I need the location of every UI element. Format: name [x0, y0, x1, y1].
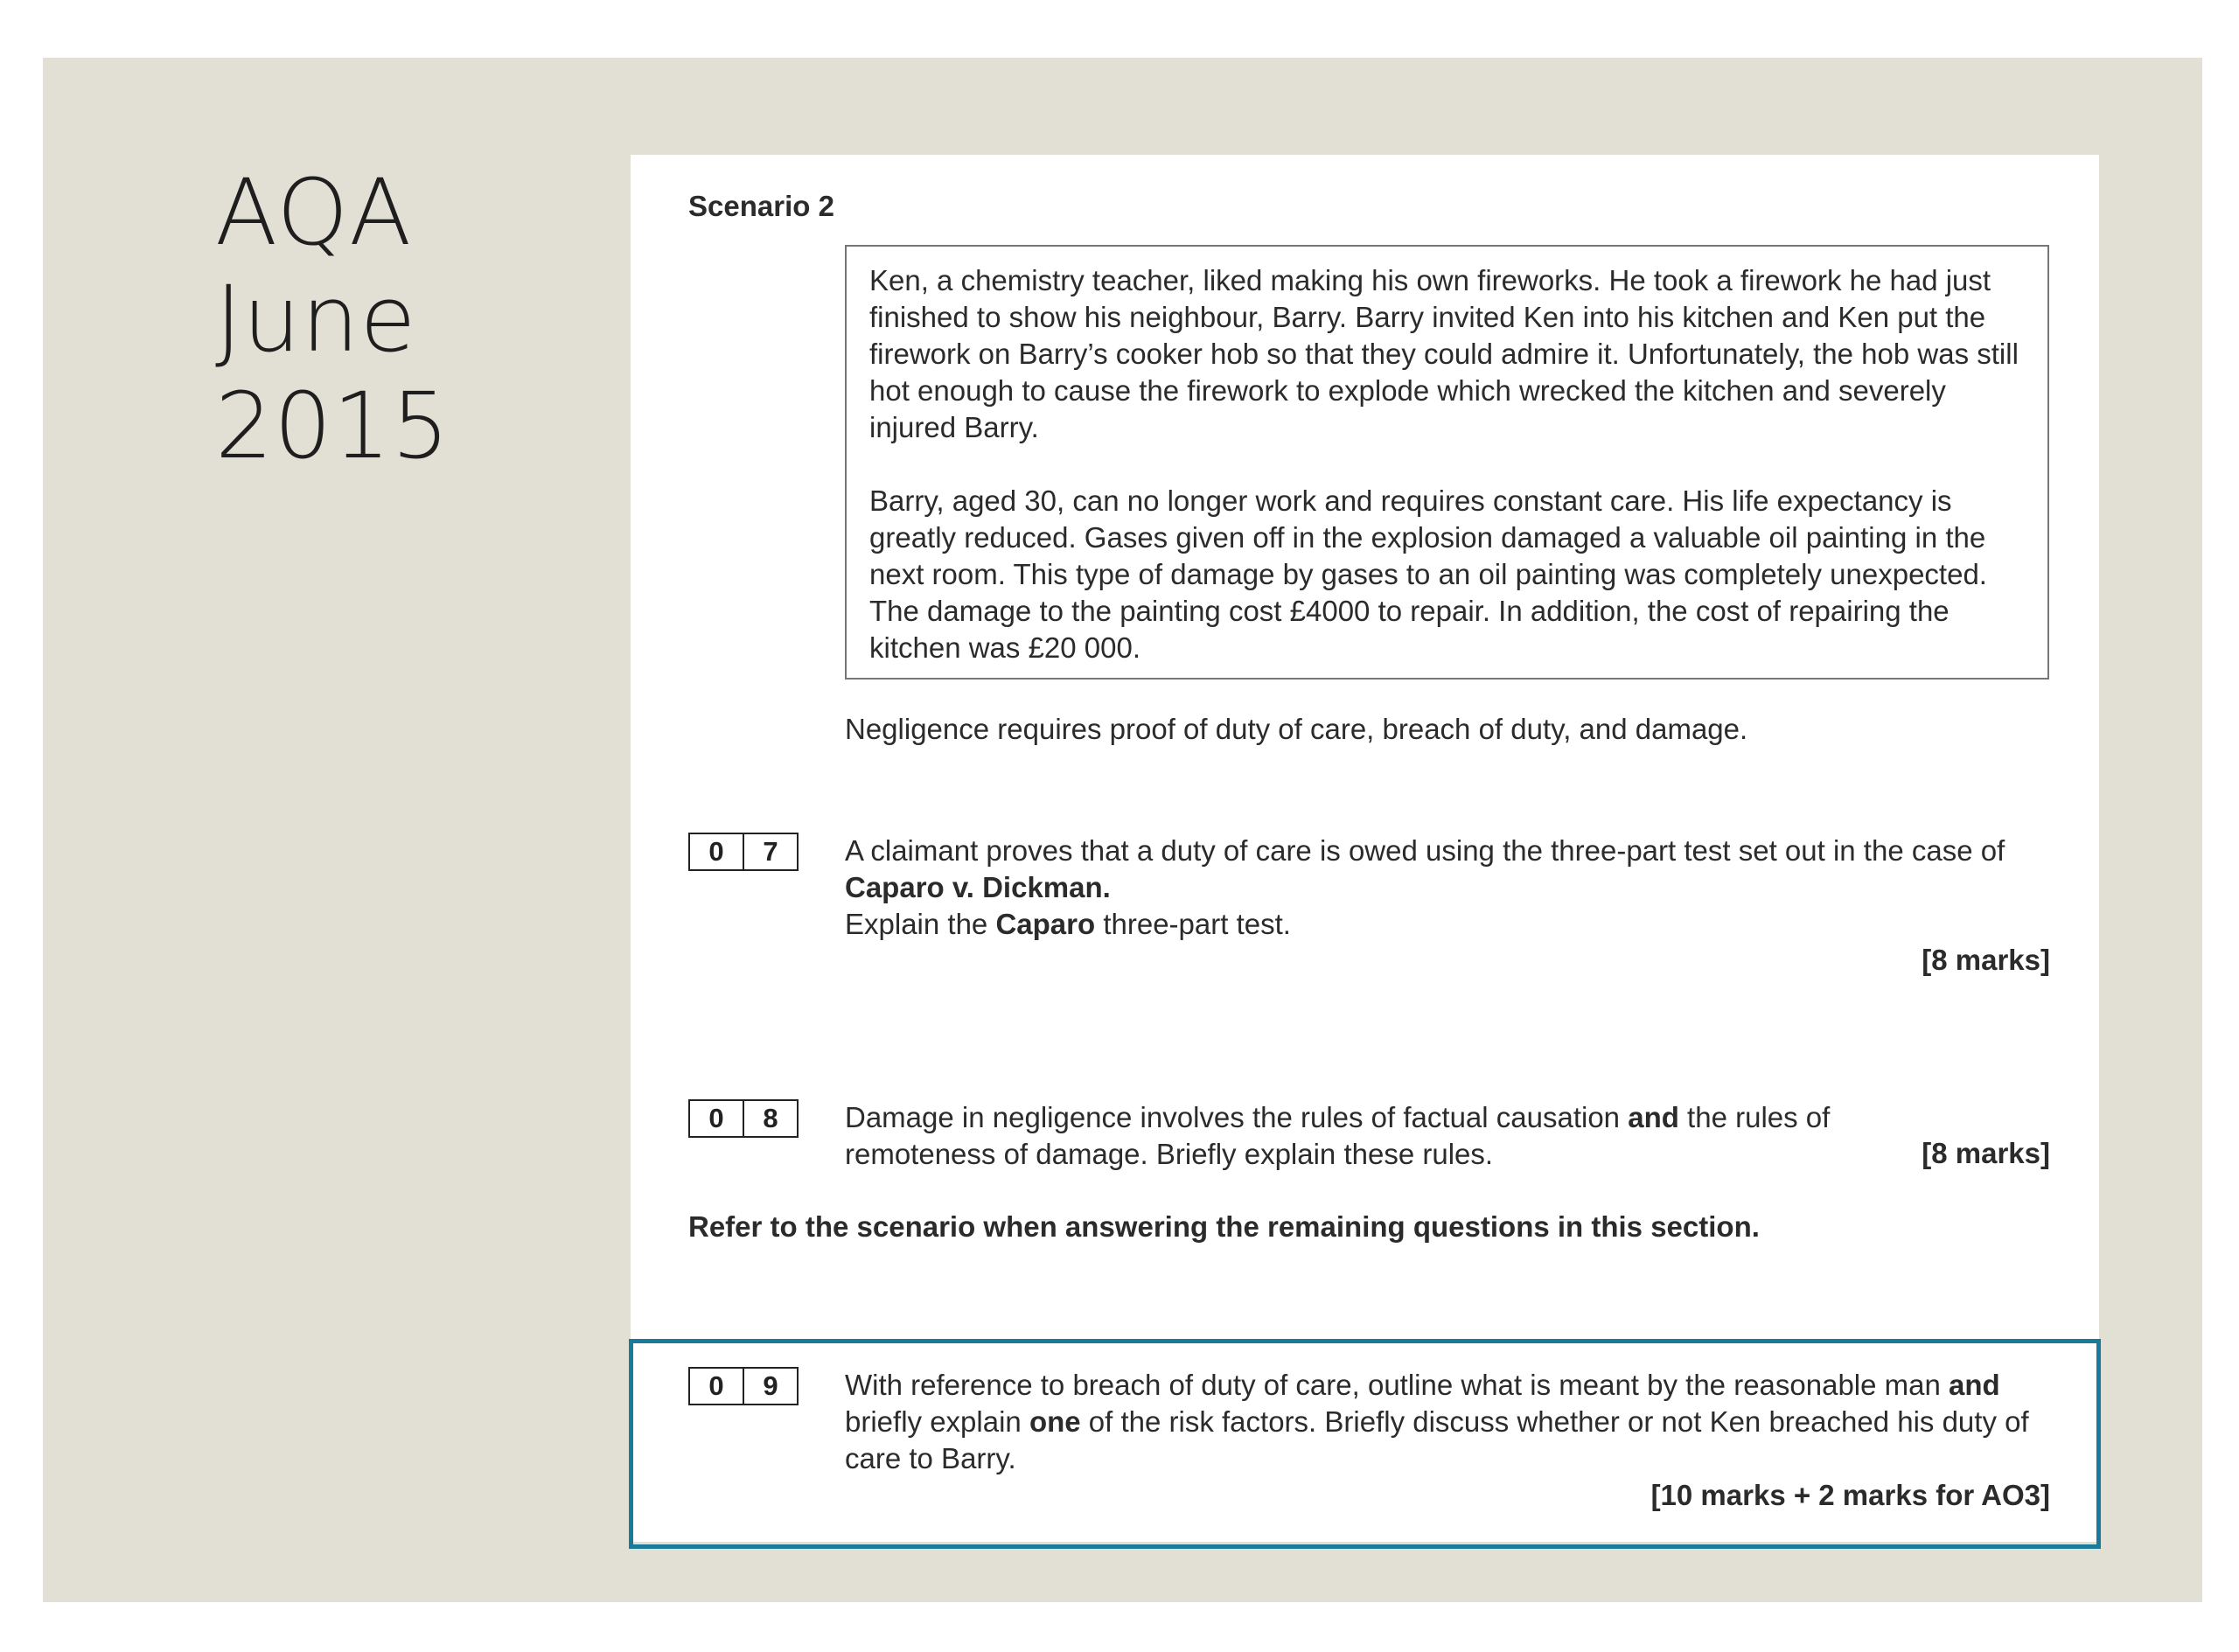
question-09-marks: [10 marks + 2 marks for AO3]: [1650, 1479, 2050, 1511]
question-09-highlight: [629, 1339, 2101, 1549]
slide-title: [215, 159, 450, 479]
question-number-box-08: [688, 1099, 799, 1138]
instruction-text: Explain the: [845, 908, 996, 940]
question-digit: 0: [708, 836, 724, 867]
question-09-bold-and: and: [1949, 1369, 2000, 1401]
title-line-1: AQA: [215, 159, 413, 266]
question-digit: 7: [743, 834, 797, 869]
scenario-box: [845, 245, 2049, 680]
question-08-bold: and: [1628, 1101, 1679, 1133]
question-08-text-end: the rules of remoteness of damage. Briefly explain these rules.: [845, 1101, 1831, 1170]
question-08-marks: [8 marks]: [1922, 1137, 2050, 1169]
exam-paper: [631, 155, 2099, 1542]
scenario-paragraph-2: Barry, aged 30, can no longer work and requires constant care. His life expectancy is greatly reduced. Gases given off in the explosion damaged a valuable oil painting in the next room. This type of damage by gases to an oil painting was completely unexpected. The damage to the painting cost £4000 to repair. In addition, the cost of repairing the kitchen was £20 000.: [869, 484, 1987, 664]
title-line-2: June: [215, 266, 417, 373]
question-09-bold-one: one: [1029, 1405, 1081, 1438]
instruction-text-end: three-part test.: [1095, 908, 1291, 940]
scenario-label: Scenario 2: [688, 190, 834, 222]
question-08-text-main: Damage in negligence involves the rules of factual causation: [845, 1101, 1629, 1133]
question-digit: 8: [743, 1101, 797, 1136]
question-09-text-end: of the risk factors. Briefly discuss whether or not Ken breached his duty of care to Barry.: [845, 1405, 2029, 1474]
question-number-box-07: [688, 833, 799, 871]
question-07-text: [845, 833, 2052, 906]
question-09-text-mid: briefly explain: [845, 1405, 1029, 1438]
title-line-3: 2015: [215, 373, 450, 479]
question-09-text-main: With reference to breach of duty of care, outline what is meant by the reasonable man: [845, 1369, 1950, 1401]
scenario-paragraph-1: Ken, a chemistry teacher, liked making his own fireworks. He took a firework he had just finished to show his neighbour, Barry. Barry invited Ken into his kitchen and Ken put the firework on Barry’s cooker hob so that they could admire it. Unfortunately, the hob was still hot enough to cause the firework to explode which wrecked the kitchen and severely injured Barry.: [869, 264, 2019, 443]
negligence-intro: Negligence requires proof of duty of care, breach of duty, and damage.: [845, 713, 1748, 745]
question-08-text: [845, 1099, 1947, 1173]
question-07-text-main: A claimant proves that a duty of care is owed using the three-part test set out in the case of: [845, 834, 2005, 867]
question-digit: 0: [708, 1103, 724, 1133]
question-digit: 0: [708, 1370, 724, 1401]
instruction-bold: Caparo: [995, 908, 1096, 940]
question-digit: 9: [743, 1369, 797, 1404]
question-07-instruction: [845, 906, 2052, 943]
refer-note: Refer to the scenario when answering the remaining questions in this section.: [688, 1210, 1760, 1243]
case-name: Caparo v. Dickman.: [845, 871, 1111, 903]
question-07-marks: [8 marks]: [1922, 944, 2050, 976]
